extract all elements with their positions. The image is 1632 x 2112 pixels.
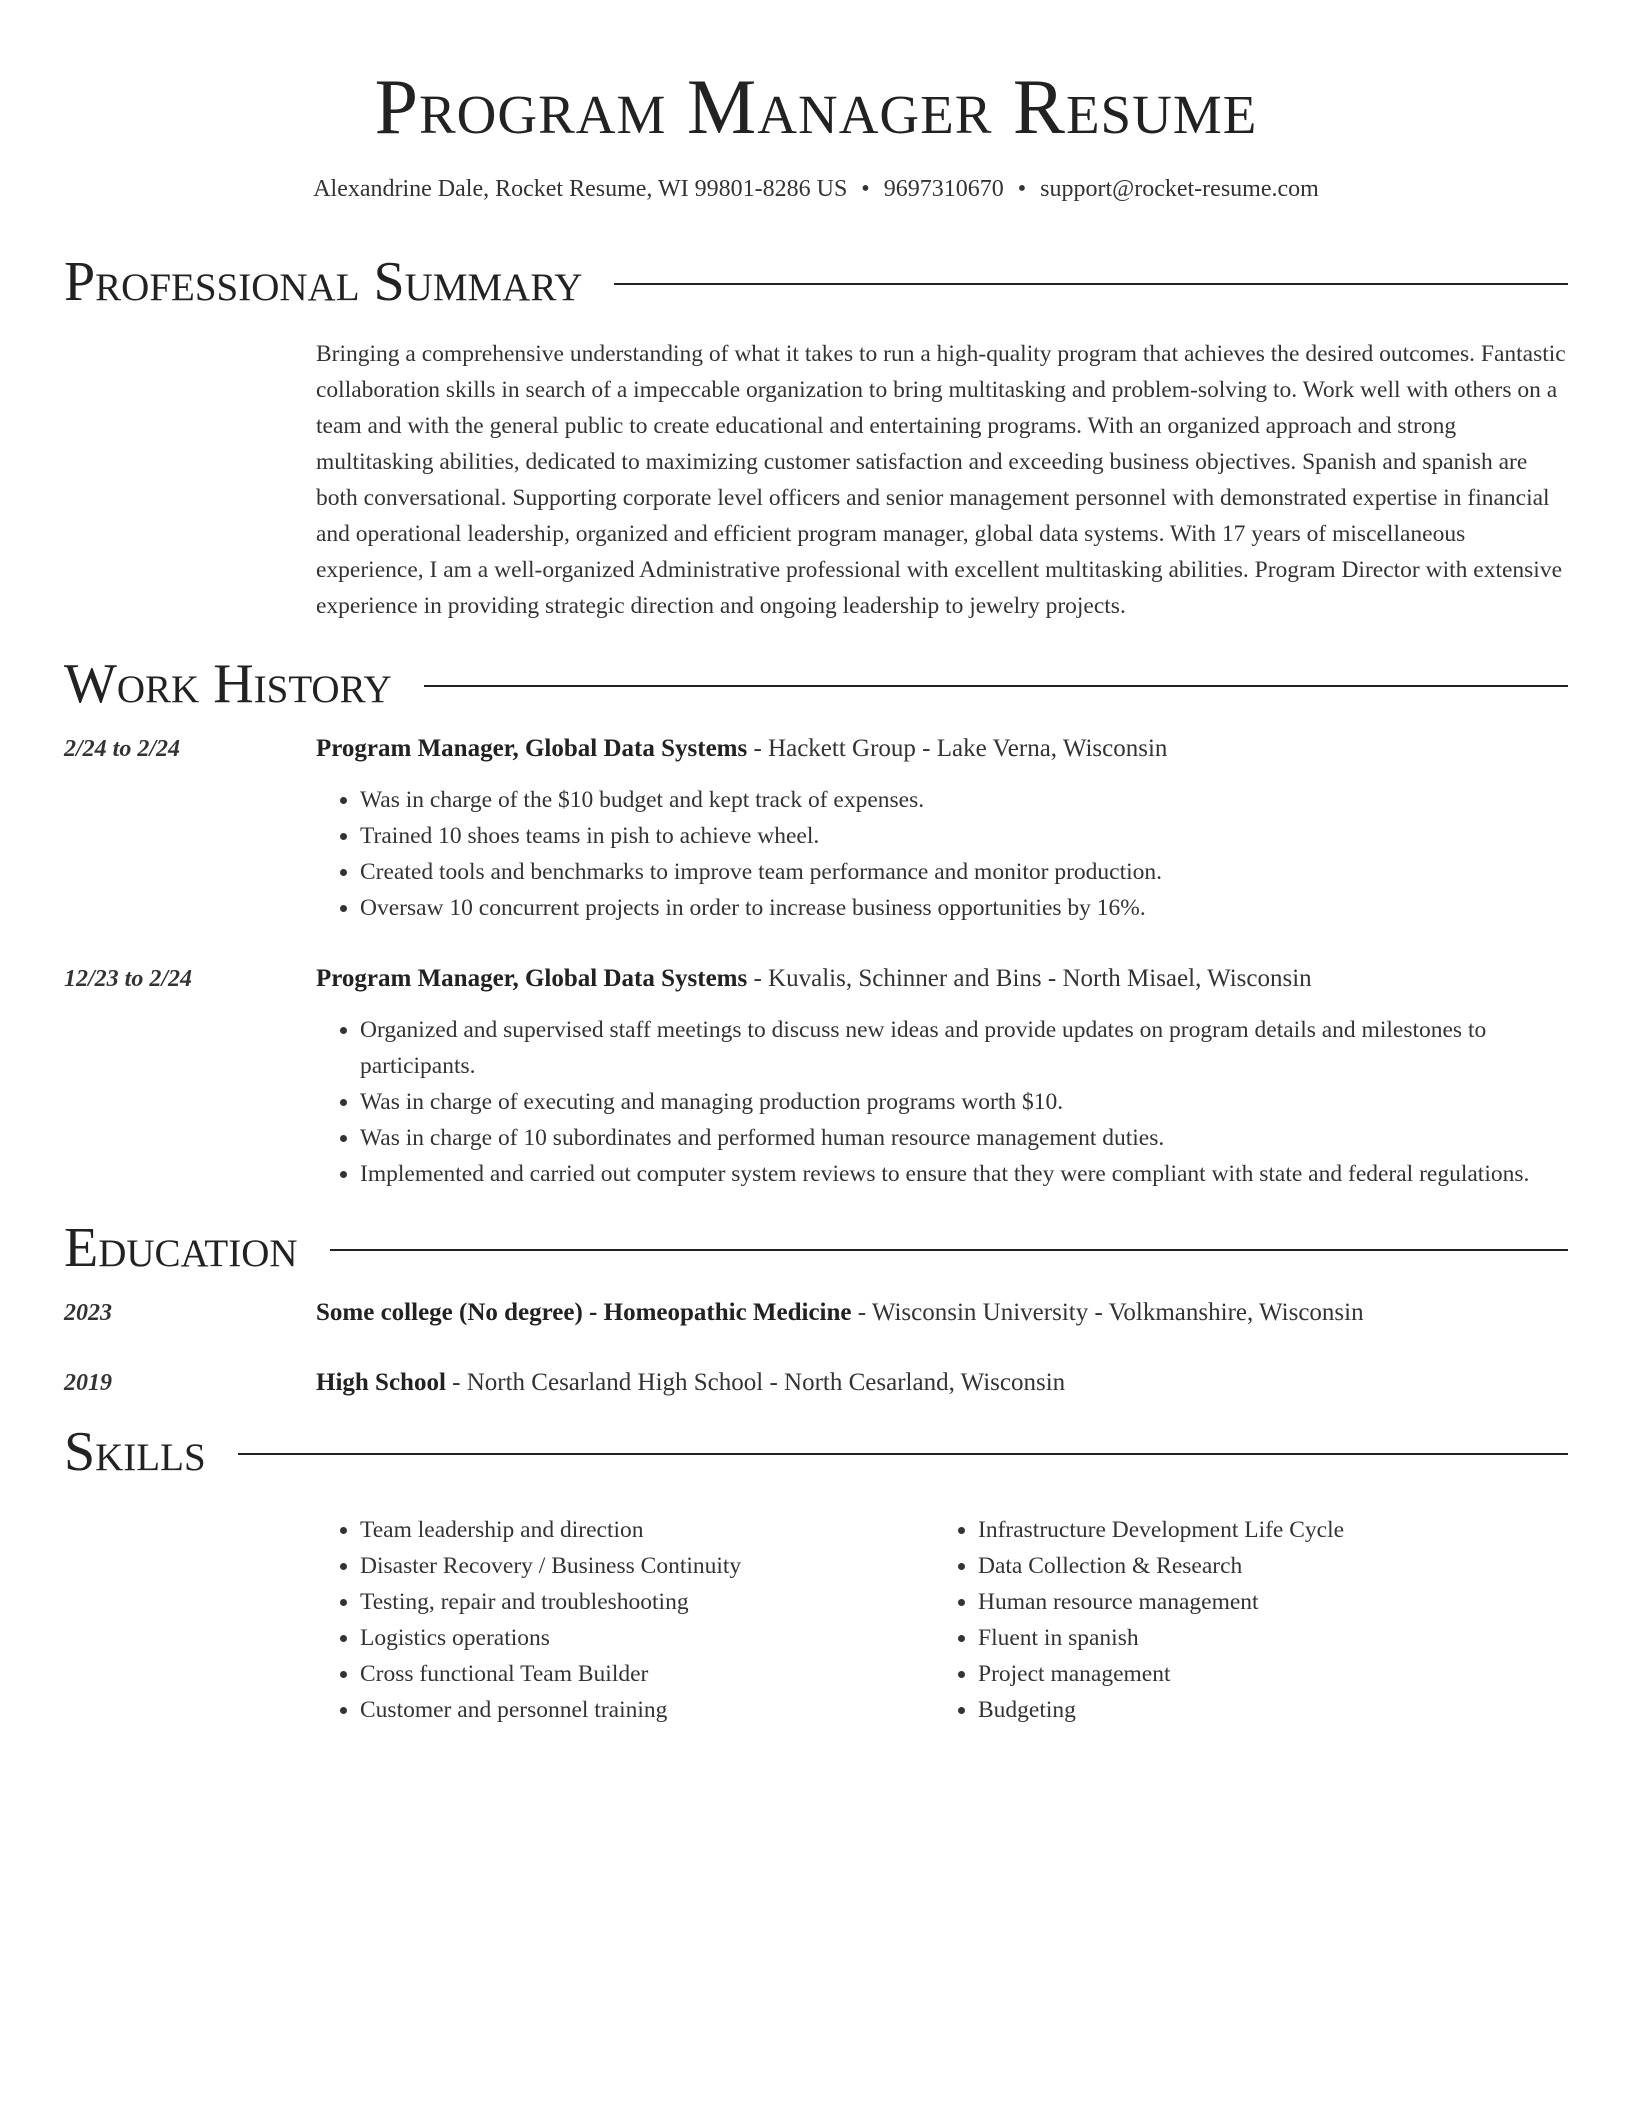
list-item: • Trained 10 shoes teams in pish to achieve wheel.	[360, 818, 1568, 854]
list-item: • Infrastructure Development Life Cycle	[978, 1512, 1552, 1548]
list-item: • Was in charge of the $10 budget and kept track of expenses.	[360, 782, 1568, 818]
list-item: • Was in charge of executing and managing production programs worth $10.	[360, 1084, 1568, 1120]
list-item: • Data Collection & Research	[978, 1548, 1552, 1584]
education-degree: High School	[316, 1369, 446, 1396]
education-headline	[316, 1294, 1568, 1332]
education-year: 2019	[64, 1370, 112, 1396]
education-year: 2023	[64, 1300, 112, 1326]
work-heading: Work History	[64, 653, 392, 715]
education-heading: Education	[64, 1217, 298, 1279]
list-item: • Logistics operations	[360, 1620, 934, 1656]
education-entry	[64, 1294, 1568, 1332]
job-entry	[64, 960, 1568, 1192]
skills-list-left	[316, 1512, 934, 1728]
list-item: • Human resource management	[978, 1584, 1552, 1620]
contact-separator: •	[861, 176, 870, 202]
contact-address: Alexandrine Dale, Rocket Resume, WI 99801-8286 US	[313, 176, 848, 202]
job-title: Program Manager, Global Data Systems	[316, 735, 748, 762]
education-section-header	[64, 1216, 1568, 1280]
list-item: • Budgeting	[978, 1692, 1552, 1728]
job-title: Program Manager, Global Data Systems	[316, 965, 748, 992]
section-divider	[238, 1453, 1568, 1455]
contact-separator: •	[1017, 176, 1027, 202]
job-entry	[64, 730, 1568, 926]
job-employer: - Kuvalis, Schinner and Bins - North Misael, Wisconsin	[747, 965, 1312, 992]
skills-list-right	[934, 1512, 1552, 1728]
list-item: • Customer and personnel training	[360, 1692, 934, 1728]
list-item: • Project management	[978, 1656, 1552, 1692]
job-headline	[316, 730, 1568, 768]
list-item: • Was in charge of 10 subordinates and performed human resource management duties.	[360, 1120, 1568, 1156]
job-dates: 12/23 to 2/24	[64, 966, 193, 992]
work-section-header	[64, 652, 1568, 716]
summary-section-header	[64, 250, 1568, 314]
job-bullets	[316, 782, 1568, 926]
list-item: • Disaster Recovery / Business Continuity	[360, 1548, 934, 1584]
section-divider	[424, 685, 1568, 687]
contact-phone: 9697310670	[883, 176, 1004, 202]
job-dates: 2/24 to 2/24	[64, 736, 181, 762]
education-entry	[64, 1364, 1568, 1402]
list-item: • Team leadership and direction	[360, 1512, 934, 1548]
contact-line	[64, 172, 1568, 206]
list-item: • Created tools and benchmarks to improve team performance and monitor production.	[360, 854, 1568, 890]
education-school: - North Cesarland High School - North Cesarland, Wisconsin	[445, 1369, 1066, 1396]
list-item: • Organized and supervised staff meetings to discuss new ideas and provide updates on program details and milestones to participants.	[360, 1012, 1568, 1084]
resume-title: Program Manager Resume	[374, 63, 1258, 150]
contact-email: support@rocket-resume.com	[1040, 176, 1319, 202]
list-item: • Implemented and carried out computer system reviews to ensure that they were compliant with state and federal regulations.	[360, 1156, 1568, 1192]
education-school: - Wisconsin University - Volkmanshire, Wisconsin	[851, 1299, 1364, 1326]
list-item: • Cross functional Team Builder	[360, 1656, 934, 1692]
job-headline	[316, 960, 1568, 998]
skills-heading: Skills	[64, 1421, 206, 1483]
skills-section-header	[64, 1420, 1568, 1484]
job-bullets	[316, 1012, 1568, 1192]
list-item: • Testing, repair and troubleshooting	[360, 1584, 934, 1620]
education-degree: Some college (No degree) - Homeopathic Medicine	[316, 1299, 852, 1326]
resume-page	[64, 0, 1568, 1728]
education-headline	[316, 1364, 1568, 1402]
skills-columns	[316, 1512, 1568, 1728]
list-item: • Fluent in spanish	[978, 1620, 1552, 1656]
summary-heading: Professional Summary	[64, 251, 583, 313]
job-employer: - Hackett Group - Lake Verna, Wisconsin	[747, 735, 1168, 762]
list-item: • Oversaw 10 concurrent projects in order to increase business opportunities by 16%.	[360, 890, 1568, 926]
summary-text: Bringing a comprehensive understanding of what it takes to run a high-quality program that achieves the desired outcomes. Fantastic collaboration skills in search of a impeccable organization to bring multitasking and problem-solving to. Work well with others on a team and with the general public to create educational and entertaining programs. With an organized approach and strong multitasking abilities, dedicated to maximizing customer satisfaction and exceeding business objectives. Spanish and spanish are both conversational. Supporting corporate level officers and senior management personnel with demonstrated expertise in financial and operational leadership, organized and efficient program manager, global data systems. With 17 years of miscellaneous experience, I am a well-organized Administrative professional with excellent multitasking abilities. Program Director with extensive experience in providing strategic direction and ongoing leadership to jewelry projects.	[316, 341, 1566, 619]
section-divider	[330, 1249, 1568, 1251]
section-divider	[614, 283, 1568, 285]
